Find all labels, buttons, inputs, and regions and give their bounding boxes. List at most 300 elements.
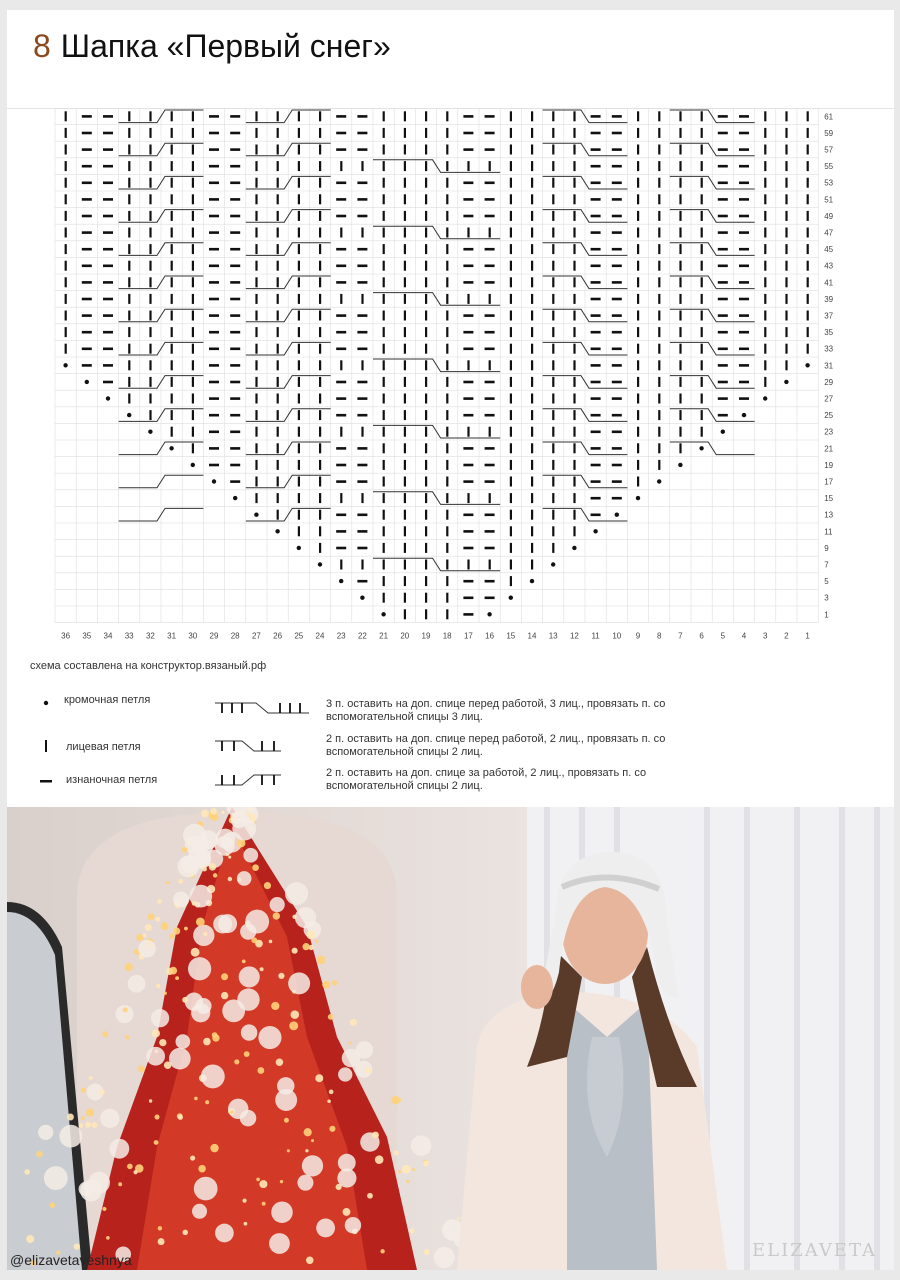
knit-stitch [701, 377, 703, 387]
purl-stitch [739, 381, 749, 384]
knit-stitch [298, 145, 300, 155]
purl-stitch [591, 480, 601, 483]
tree-light [276, 1059, 284, 1067]
tree-light [169, 1048, 191, 1070]
purl-stitch [718, 248, 728, 251]
knit-stitch [425, 394, 427, 404]
knit-stitch [255, 410, 257, 420]
tree-light [156, 984, 160, 988]
purl-stitch [103, 215, 113, 218]
purl-stitch [463, 182, 473, 185]
row-label: 13 [824, 510, 834, 520]
knit-stitch [467, 161, 469, 171]
tree-light [148, 913, 155, 920]
knit-stitch [785, 178, 787, 188]
tree-light [155, 917, 160, 922]
knit-stitch [552, 178, 554, 188]
tree-light [201, 810, 209, 818]
tree-light [245, 910, 269, 934]
knit-stitch [510, 327, 512, 337]
purl-stitch [103, 348, 113, 351]
knit-stitch [255, 211, 257, 221]
knit-stitch [807, 311, 809, 321]
tree-light [380, 1249, 384, 1253]
knit-stitch [425, 460, 427, 470]
row-label: 29 [824, 377, 834, 387]
knit-stitch [701, 194, 703, 204]
knit-stitch [383, 244, 385, 254]
knit-stitch [510, 377, 512, 387]
tree-light [332, 980, 337, 985]
tree-light [307, 930, 316, 939]
knit-stitch [658, 460, 660, 470]
purl-stitch [82, 115, 92, 118]
purl-stitch [463, 265, 473, 268]
tree-light [146, 1047, 165, 1066]
knit-stitch [277, 477, 279, 487]
knit-stitch [510, 427, 512, 437]
purl-stitch [739, 298, 749, 301]
knit-stitch [404, 526, 406, 536]
knit-stitch [277, 211, 279, 221]
column-label: 29 [209, 631, 219, 641]
knit-stitch [298, 294, 300, 304]
knit-stitch [404, 510, 406, 520]
knit-stitch [425, 493, 427, 503]
knit-stitch [171, 211, 173, 221]
knit-stitch [404, 576, 406, 586]
edge-stitch [275, 529, 279, 533]
tree-light [36, 1151, 42, 1157]
edge-stitch [572, 546, 576, 550]
knit-stitch [298, 261, 300, 271]
knit-stitch [446, 377, 448, 387]
knit-stitch [552, 311, 554, 321]
knit-stitch [298, 360, 300, 370]
chart-credit: схема составлена на конструктор.вязаный.рф [30, 660, 267, 672]
knit-stitch [404, 427, 406, 437]
knit-stitch [383, 593, 385, 603]
knit-stitch [637, 443, 639, 453]
purl-stitch [463, 198, 473, 201]
knit-stitch [277, 128, 279, 138]
column-label: 31 [167, 631, 177, 641]
knit-stitch [425, 609, 427, 619]
knit-stitch [171, 244, 173, 254]
knit-stitch [383, 460, 385, 470]
tree-light [106, 1236, 110, 1240]
knit-stitch [298, 244, 300, 254]
row-label: 23 [824, 427, 834, 437]
knit-stitch [637, 128, 639, 138]
purl-stitch [209, 414, 219, 417]
knit-stitch [298, 510, 300, 520]
knit-stitch [510, 360, 512, 370]
knit-stitch [298, 377, 300, 387]
column-label: 5 [720, 631, 726, 641]
purl-stitch [718, 397, 728, 400]
knit-stitch [128, 311, 130, 321]
purl-stitch [485, 331, 495, 334]
tree-light [221, 811, 224, 814]
purl-stitch [357, 148, 367, 151]
purl-stitch [612, 231, 622, 234]
knit-stitch [573, 228, 575, 238]
purl-stitch [612, 215, 622, 218]
purl-stitch [209, 364, 219, 367]
row-label: 43 [824, 261, 834, 271]
knit-stitch [298, 460, 300, 470]
knit-stitch [764, 145, 766, 155]
knit-stitch [510, 526, 512, 536]
purl-stitch [230, 464, 240, 467]
tree-light [270, 897, 285, 912]
tree-light [284, 1118, 289, 1123]
knit-stitch [807, 261, 809, 271]
knit-stitch [764, 178, 766, 188]
knit-stitch [467, 360, 469, 370]
knit-stitch [149, 294, 151, 304]
edge-stitch [85, 380, 89, 384]
knit-stitch [277, 194, 279, 204]
edge-stitch [721, 430, 725, 434]
knit-stitch [65, 211, 67, 221]
knit-stitch [255, 228, 257, 238]
knit-stitch [425, 211, 427, 221]
knit-stitch [679, 194, 681, 204]
knit-stitch [340, 360, 342, 370]
column-label: 22 [357, 631, 367, 641]
knit-stitch [319, 477, 321, 487]
tree-light [183, 824, 206, 847]
tree-light [194, 852, 211, 869]
purl-stitch [230, 115, 240, 118]
knit-stitch [785, 344, 787, 354]
purl-stitch [336, 381, 346, 384]
knit-stitch [277, 360, 279, 370]
purl-stitch [82, 182, 92, 185]
knit-stitch [404, 609, 406, 619]
row-label: 25 [824, 411, 834, 421]
purl-stitch [718, 165, 728, 168]
tree-light [338, 1067, 352, 1081]
knit-stitch [404, 194, 406, 204]
knit-stitch [149, 344, 151, 354]
knit-stitch [446, 145, 448, 155]
tree-light [228, 877, 232, 881]
knit-stitch [552, 493, 554, 503]
tree-light [328, 1014, 334, 1020]
knit-stitch [425, 344, 427, 354]
knit-stitch [658, 194, 660, 204]
model-photo [7, 807, 894, 1270]
knit-stitch [785, 111, 787, 121]
knit-stitch [701, 394, 703, 404]
tree-light [102, 1207, 106, 1211]
knit-stitch [785, 294, 787, 304]
knit-stitch [383, 277, 385, 287]
knit-stitch [361, 161, 363, 171]
purl-stitch [103, 281, 113, 284]
tree-light [372, 1132, 379, 1139]
tree-light [173, 891, 189, 907]
knit-stitch [679, 394, 681, 404]
knit-stitch [65, 194, 67, 204]
knit-stitch [255, 311, 257, 321]
knit-stitch [552, 161, 554, 171]
knit-stitch [552, 145, 554, 155]
legend-knit-label: лицевая петля [66, 741, 141, 753]
knit-stitch [489, 560, 491, 570]
purl-stitch [336, 281, 346, 284]
knit-stitch [637, 111, 639, 121]
edge-stitch [615, 513, 619, 517]
purl-stitch [230, 182, 240, 185]
knit-stitch [573, 460, 575, 470]
tree-light [409, 1228, 414, 1233]
knit-stitch [149, 161, 151, 171]
tree-light [342, 1049, 361, 1068]
purl-stitch [82, 364, 92, 367]
tree-light [182, 997, 188, 1003]
tree-light [412, 1168, 415, 1171]
tree-light [259, 1180, 267, 1188]
tree-light [175, 976, 179, 980]
knit-stitch [807, 244, 809, 254]
knit-stitch [764, 128, 766, 138]
knit-stitch [128, 394, 130, 404]
knit-stitch [149, 111, 151, 121]
knit-stitch [404, 460, 406, 470]
knit-stitch [701, 111, 703, 121]
purl-stitch [463, 464, 473, 467]
purl-stitch [612, 397, 622, 400]
purl-stitch [739, 364, 749, 367]
tree-light [221, 992, 228, 999]
knit-stitch [298, 477, 300, 487]
purl-stitch [463, 314, 473, 317]
tree-light [151, 1009, 169, 1027]
purl-stitch [591, 381, 601, 384]
purl-stitch [357, 248, 367, 251]
knit-stitch [764, 294, 766, 304]
knit-stitch [149, 128, 151, 138]
knit-stitch [319, 211, 321, 221]
knit-stitch [552, 261, 554, 271]
purl-stitch [357, 480, 367, 483]
knit-stitch [404, 311, 406, 321]
knit-stitch [383, 194, 385, 204]
knit-stitch [425, 111, 427, 121]
knit-stitch [149, 327, 151, 337]
legend-cable3-label: 3 п. оставить на доп. спице перед работой, 3 лиц., провязать п. со вспомогательной спицы 3 лиц. [326, 698, 666, 723]
row-label: 21 [824, 444, 834, 454]
purl-stitch [82, 198, 92, 201]
tree-light [244, 1222, 248, 1226]
tree-light [182, 1230, 188, 1236]
purl-stitch [336, 331, 346, 334]
tree-light [249, 814, 257, 822]
knit-stitch [425, 360, 427, 370]
edge-stitch [742, 413, 746, 417]
knit-stitch [192, 128, 194, 138]
legend-purl-label: изнаночная петля [66, 774, 158, 786]
knit-stitch [192, 360, 194, 370]
column-label: 11 [591, 631, 600, 641]
tree-light [338, 1154, 356, 1172]
knit-stitch [531, 460, 533, 470]
purl-stitch [485, 348, 495, 351]
knit-stitch [383, 145, 385, 155]
purl-stitch [485, 480, 495, 483]
purl-stitch [739, 115, 749, 118]
knit-stitch [573, 294, 575, 304]
purl-stitch [591, 165, 601, 168]
edge-stitch [212, 479, 216, 483]
knit-stitch [319, 344, 321, 354]
knit-stitch [446, 443, 448, 453]
knit-stitch [404, 344, 406, 354]
purl-stitch [336, 348, 346, 351]
knit-stitch [510, 576, 512, 586]
tree-light [99, 1090, 105, 1096]
tree-light [251, 937, 257, 943]
knit-stitch [340, 560, 342, 570]
purl-stitch [612, 348, 622, 351]
knit-stitch [404, 111, 406, 121]
knit-stitch [679, 360, 681, 370]
column-label: 21 [379, 631, 389, 641]
knit-stitch [319, 443, 321, 453]
purl-stitch [463, 414, 473, 417]
knit-stitch [785, 311, 787, 321]
knit-stitch [255, 145, 257, 155]
knit-stitch [764, 311, 766, 321]
knit-stitch [128, 111, 130, 121]
knit-stitch [404, 543, 406, 553]
tree-light [327, 1099, 331, 1103]
knit-stitch [785, 244, 787, 254]
edge-stitch [169, 446, 173, 450]
tree-light [81, 1088, 86, 1093]
knit-stitch [531, 360, 533, 370]
knit-stitch [192, 145, 194, 155]
knit-stitch [65, 294, 67, 304]
knit-stitch-symbol [36, 738, 56, 756]
purl-stitch [718, 281, 728, 284]
purl-stitch [591, 364, 601, 367]
tree-light [79, 1123, 84, 1128]
tree-light [237, 871, 252, 886]
purl-stitch [591, 497, 601, 500]
knit-stitch [255, 244, 257, 254]
purl-stitch [463, 480, 473, 483]
tree-light [391, 1096, 400, 1105]
purl-stitch [357, 265, 367, 268]
purl-stitch [336, 480, 346, 483]
knit-stitch [404, 294, 406, 304]
knit-stitch [467, 228, 469, 238]
purl-stitch [209, 115, 219, 118]
tree-light [269, 1233, 290, 1254]
purl-stitch [230, 248, 240, 251]
knit-stitch [510, 394, 512, 404]
knit-stitch [658, 128, 660, 138]
knit-stitch [319, 294, 321, 304]
tree-light [202, 867, 207, 872]
edge-stitch [318, 562, 322, 566]
tree-light [159, 1039, 166, 1046]
knit-stitch [531, 477, 533, 487]
knit-stitch [319, 228, 321, 238]
tree-light [277, 1077, 294, 1094]
purl-stitch [82, 298, 92, 301]
knit-stitch [489, 427, 491, 437]
column-label: 1 [805, 631, 810, 641]
knit-stitch [383, 261, 385, 271]
tree-light [166, 881, 170, 885]
knit-stitch [467, 493, 469, 503]
knit-stitch [679, 311, 681, 321]
knit-stitch [383, 427, 385, 437]
knit-stitch [701, 128, 703, 138]
knit-stitch [446, 178, 448, 188]
column-label: 8 [656, 631, 662, 641]
purl-stitch [485, 514, 495, 517]
knit-stitch [807, 111, 809, 121]
purl-stitch [357, 331, 367, 334]
knit-stitch [531, 526, 533, 536]
row-label: 17 [824, 477, 834, 487]
knit-stitch [679, 244, 681, 254]
tree-light [260, 967, 264, 971]
knit-stitch [637, 194, 639, 204]
tree-light [316, 1219, 335, 1238]
knit-stitch [510, 111, 512, 121]
knit-stitch [807, 161, 809, 171]
knit-stitch [658, 443, 660, 453]
purl-stitch [718, 348, 728, 351]
knit-stitch [510, 560, 512, 570]
knit-stitch [383, 526, 385, 536]
purl-stitch [591, 182, 601, 185]
knit-stitch [785, 145, 787, 155]
knit-stitch [425, 443, 427, 453]
knit-stitch [192, 228, 194, 238]
knit-stitch [679, 111, 681, 121]
knit-stitch [171, 360, 173, 370]
purl-stitch [82, 165, 92, 168]
knit-stitch [383, 560, 385, 570]
photo-illustration [7, 807, 894, 1270]
edge-stitch [593, 529, 597, 533]
knit-stitch [404, 593, 406, 603]
purl-stitch [591, 298, 601, 301]
column-label: 24 [315, 631, 325, 641]
knit-stitch [552, 327, 554, 337]
knit-stitch [552, 294, 554, 304]
tree-light [367, 1193, 373, 1199]
purl-stitch [230, 265, 240, 268]
knit-stitch [510, 178, 512, 188]
purl-stitch [357, 580, 367, 583]
purl-stitch [591, 231, 601, 234]
tree-light [74, 1243, 80, 1249]
knit-stitch [807, 327, 809, 337]
tree-light [302, 1155, 323, 1176]
tree-light [242, 960, 246, 964]
knit-stitch [404, 560, 406, 570]
